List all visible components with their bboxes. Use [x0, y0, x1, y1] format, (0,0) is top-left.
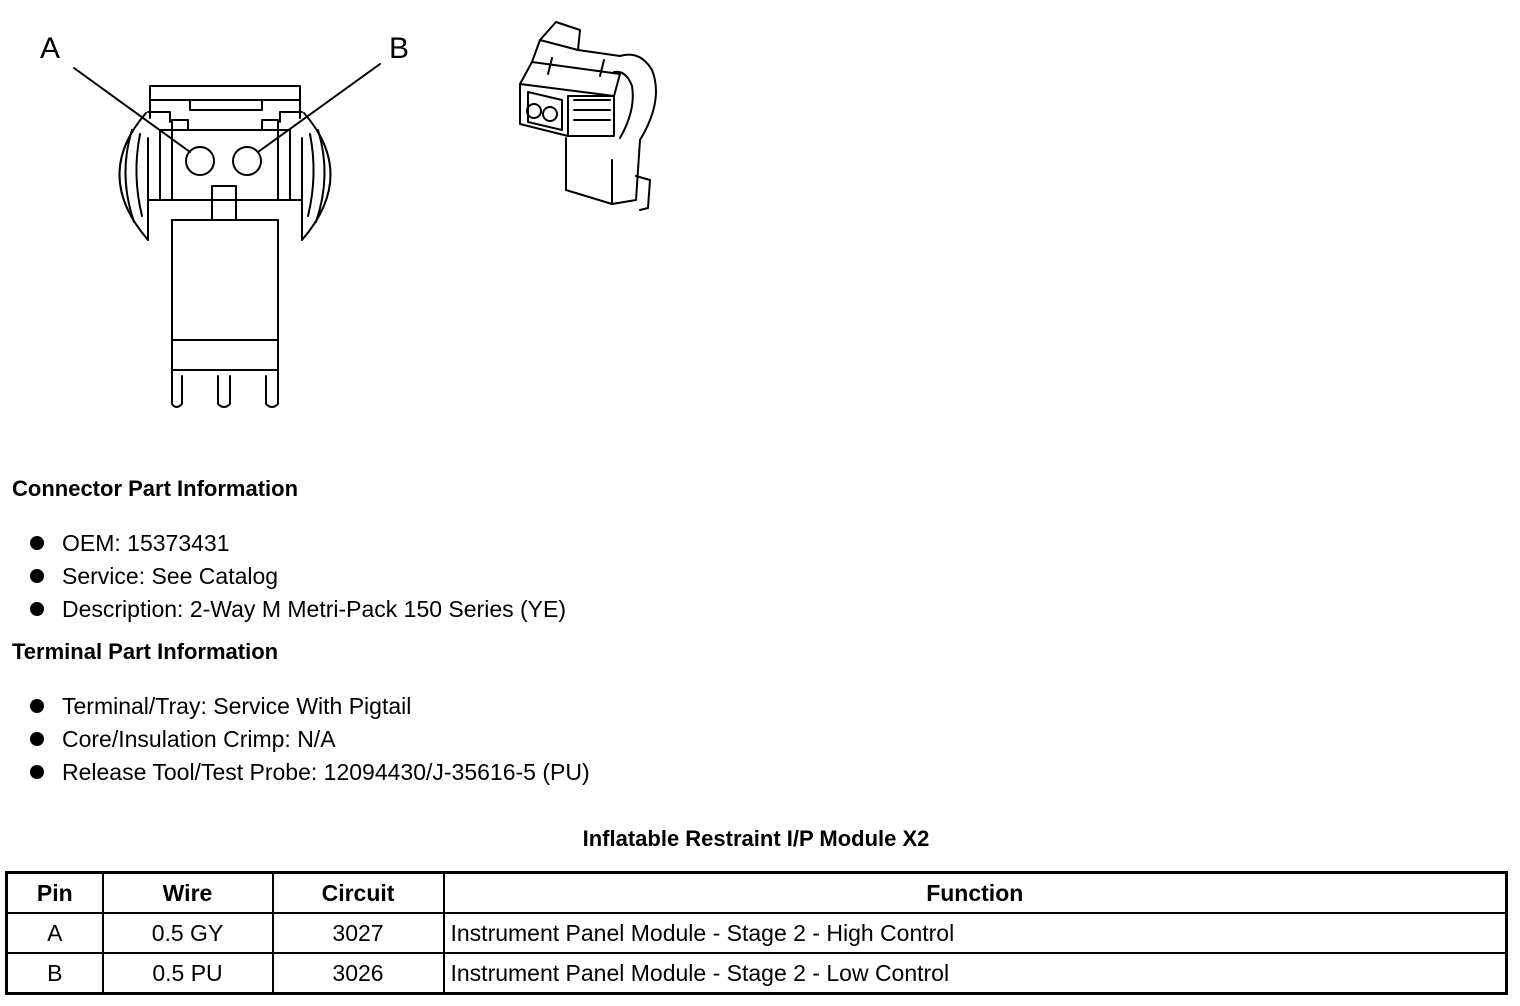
cell-pin: B: [7, 953, 103, 994]
cell-function: Instrument Panel Module - Stage 2 - High Control: [444, 913, 1507, 953]
connector-front-view: [74, 64, 380, 407]
bullet-icon: [30, 732, 44, 746]
pinout-table: [5, 871, 1508, 995]
column-header-wire: Wire: [103, 873, 273, 914]
table-row: [7, 953, 1507, 994]
bullet-icon: [30, 569, 44, 583]
table-header-row: [7, 873, 1507, 914]
column-header-function: Function: [444, 873, 1507, 914]
cell-wire: 0.5 PU: [103, 953, 273, 994]
bullet-icon: [30, 765, 44, 779]
connector-info-heading: Connector Part Information: [12, 476, 299, 501]
cell-function: Instrument Panel Module - Stage 2 - Low Control: [444, 953, 1507, 994]
column-header-pin: Pin: [7, 873, 103, 914]
table-row: [7, 913, 1507, 953]
cell-pin: A: [7, 913, 103, 953]
column-header-circuit: Circuit: [273, 873, 444, 914]
connector-iso-view: [520, 22, 656, 210]
pin-a-label: A: [40, 32, 61, 65]
connector-diagram: [0, 0, 700, 440]
bullet-icon: [30, 536, 44, 550]
table-title: Inflatable Restraint I/P Module X2: [582, 826, 930, 851]
list-item: Release Tool/Test Probe: 12094430/J-35616-5 (PU): [28, 756, 590, 789]
terminal-info-heading: Terminal Part Information: [12, 639, 279, 664]
bullet-icon: [30, 699, 44, 713]
connector-info-list: [28, 527, 566, 626]
pin-b-label: B: [389, 32, 410, 65]
list-item: Service: See Catalog: [28, 560, 566, 593]
bullet-icon: [30, 602, 44, 616]
cell-circuit: 3027: [273, 913, 444, 953]
list-item: OEM: 15373431: [28, 527, 566, 560]
terminal-info-list: [28, 690, 590, 789]
list-item: Core/Insulation Crimp: N/A: [28, 723, 590, 756]
list-item: Terminal/Tray: Service With Pigtail: [28, 690, 590, 723]
cell-wire: 0.5 GY: [103, 913, 273, 953]
list-item: Description: 2-Way M Metri-Pack 150 Series (YE): [28, 593, 566, 626]
cell-circuit: 3026: [273, 953, 444, 994]
